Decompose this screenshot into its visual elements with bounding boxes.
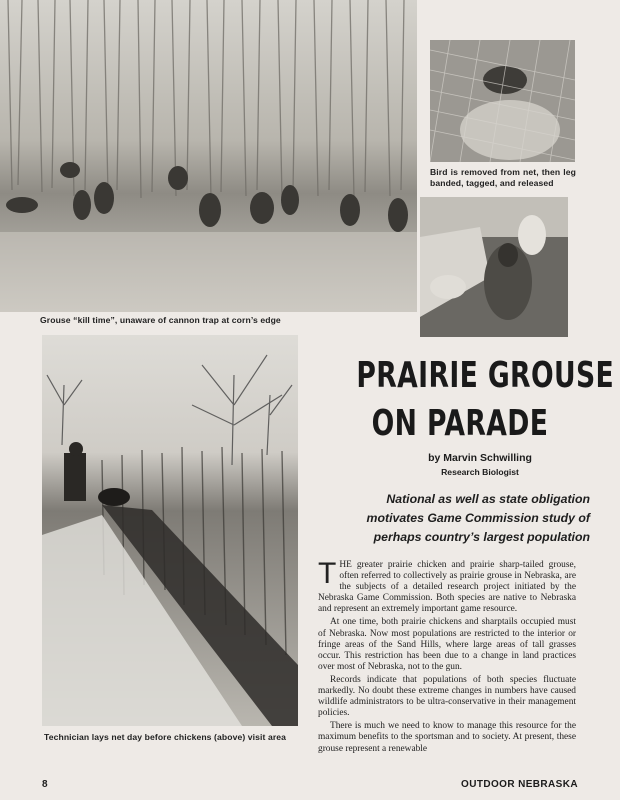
bird-net-photo [430,40,575,162]
caption-grouse-photo: Grouse “kill time”, unaware of cannon trap at corn’s edge [40,315,281,325]
magazine-name: OUTDOOR NEBRASKA [461,779,578,790]
body-paragraph-4: There is much we need to know to manage this resource for the maximum benefits to the sportsman and to society. At present, these grouse represent a renewable [318,721,576,754]
body-paragraph-1: THE greater prairie chicken and prairie sharp-tailed grouse, often referred to collectively as prairie grouse in Nebraska, are the subjects of a detailed research project initiated by the Nebraska Game Commission. Both species are native to Nebraska and represent an extremely important game resource. [318,557,576,615]
drop-cap: T [318,557,337,590]
body-paragraph-3: Records indicate that populations of both species fluctuate markedly. No doubt these extreme changes in numbers have caused wildlife administrators to be ultra-conservative in their management policies. [318,674,576,719]
article-title-line-1: PRAIRIE GROUSE [356,355,615,396]
technician-photo [42,335,298,726]
grouse-cornfield-photo [0,0,417,312]
page-number: 8 [42,779,48,790]
article-subtitle: National as well as state obligation motivates Game Commission study of perhaps country’s largest population [366,492,590,544]
article-body [318,557,576,757]
caption-technician-photo: Technician lays net day before chickens (above) visit area [44,732,287,742]
article-title [356,352,615,448]
caption-net-photo: Bird is removed from net, then leg banded, tagged, and released [430,167,576,188]
banding-photo [420,197,568,337]
author-name: by Marvin Schwilling [428,452,532,464]
body-paragraph-2: At one time, both prairie chickens and sharptails occupied must of Nebraska. Now most populations are restricted to the interior or fringe areas of the Sand Hills, where large areas of tall grasses occur. This restriction has been due to a change in land practices over most of Nebraska, not to the gun. [318,617,576,672]
author-role: Research Biologist [441,467,519,477]
article-title-line-2: ON PARADE [371,403,549,444]
byline [380,452,580,477]
